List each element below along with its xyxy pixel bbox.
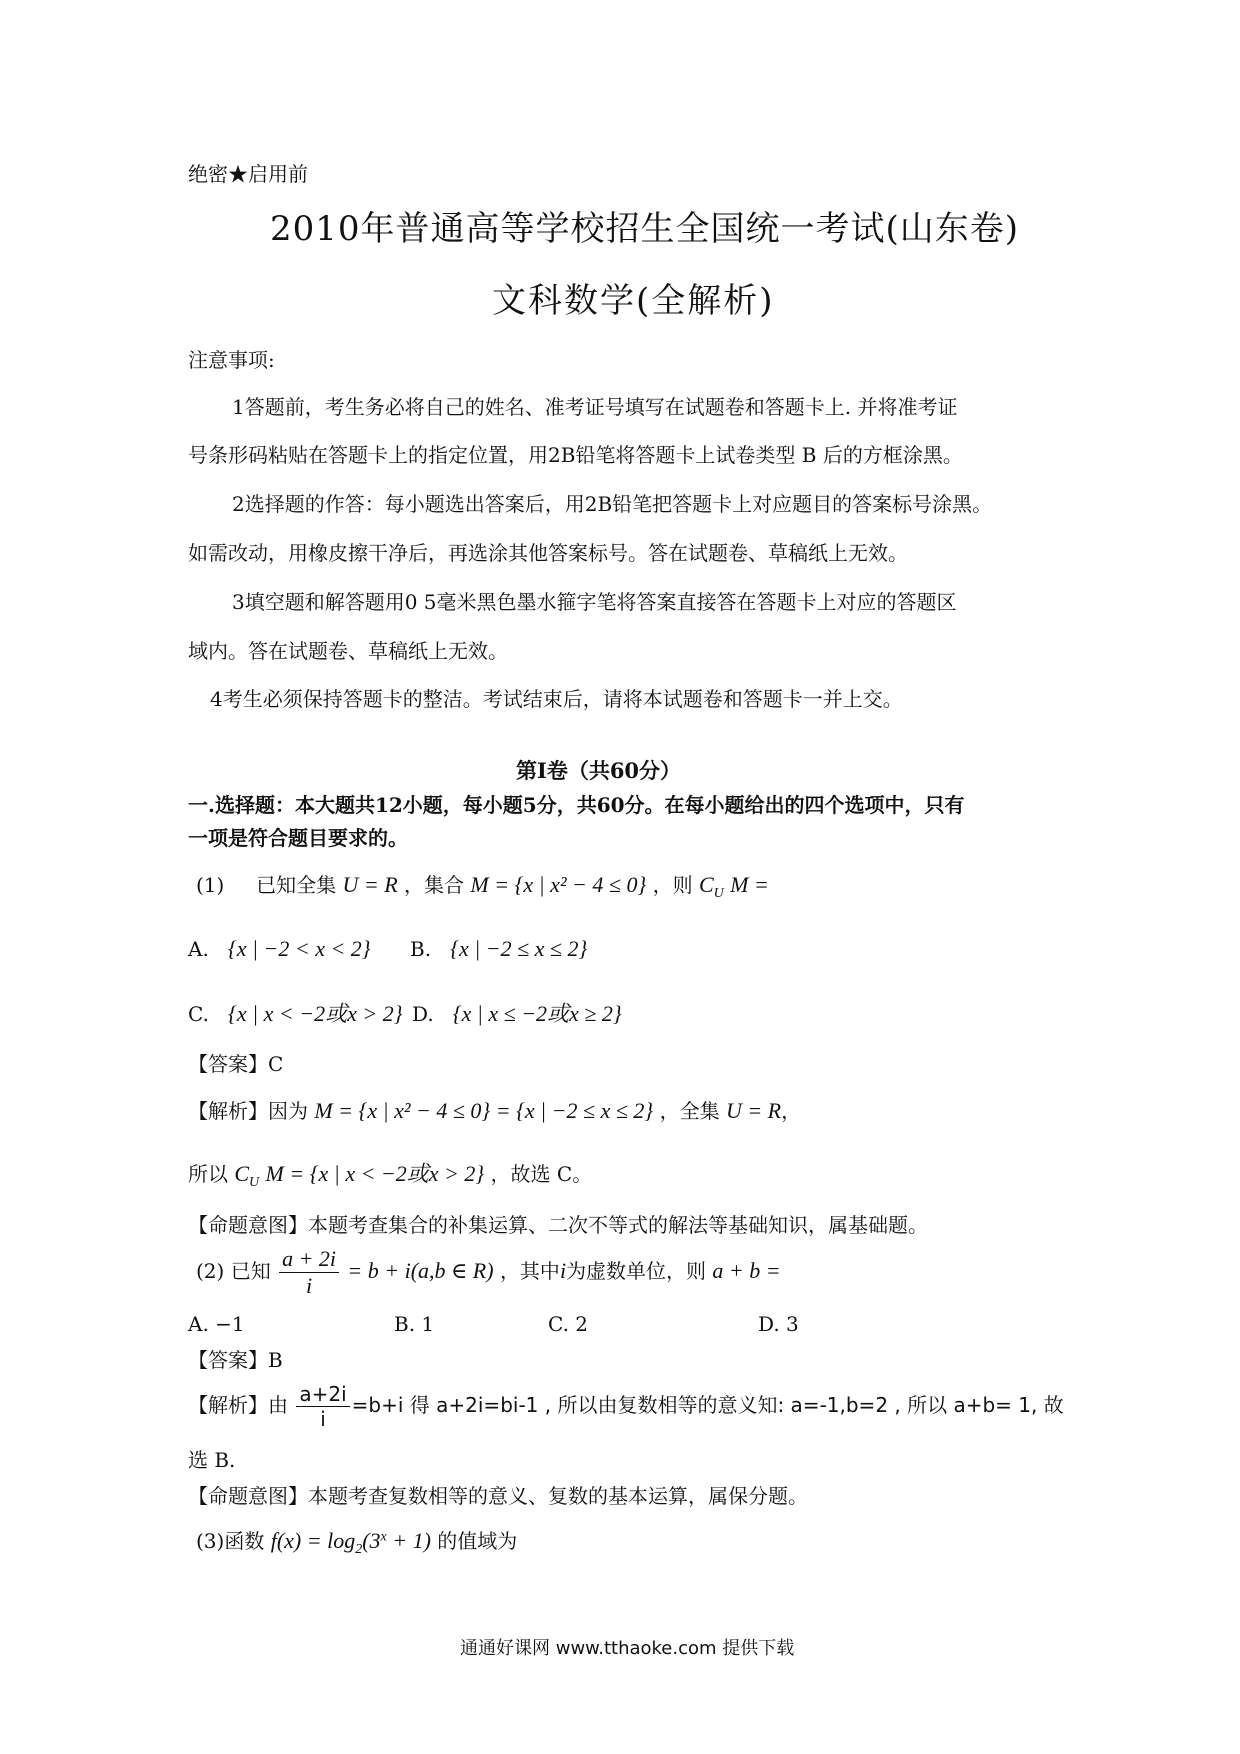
q1-text-2: ，集合 (404, 873, 465, 897)
q2-equation: = b + i(a,b ∈ R) (347, 1258, 494, 1283)
q1-option-c-math: {x | x < −2或x > 2} (228, 1001, 403, 1026)
q3-number: (3) (196, 1529, 225, 1553)
q1-option-a-math: {x | −2 < x < 2} (227, 936, 371, 961)
section-title: 第I卷（共60分） (516, 758, 682, 783)
q2-answer-value: B (268, 1348, 283, 1372)
q1-option-c (188, 1003, 403, 1025)
q1-analysis-end-1: ， (781, 1099, 802, 1123)
q1-set-m: M = {x | x² − 4 ≤ 0} (470, 872, 647, 897)
q2-fraction-denominator: i (305, 1273, 313, 1298)
q2-option-d: D. 3 (758, 1312, 799, 1336)
q1-complement-m: M = (730, 872, 769, 897)
q2-answer-label: 【答案】 (188, 1348, 268, 1372)
section-intro-line-1: 一.选择题：本大题共12小题，每小题5分，共60分。在每小题给出的四个选项中，只有 (188, 793, 965, 817)
section-intro-line-2: 一项是符合题目要求的。 (188, 826, 408, 850)
q2-analysis-line-2: 选 B. (188, 1448, 236, 1472)
q1-analysis-math-1: M = {x | x² − 4 ≤ 0} = {x | −2 ≤ x ≤ 2} (314, 1098, 654, 1123)
q1-intent-text: 本题考查集合的补集运算、二次不等式的解法等基础知识，属基础题。 (308, 1213, 928, 1237)
q3-function-end: + 1) (386, 1528, 431, 1553)
q1-analysis-line-2 (188, 1163, 592, 1190)
footer-text: 通通好课网 www.tthaoke.com 提供下载 (460, 1638, 795, 1659)
q1-option-d-label: D. (412, 1002, 434, 1026)
q1-complement-sub: U (713, 886, 724, 901)
q2-analysis-text-2: =b+i 得 a+2i=bi-1 , 所以由复数相等的意义知: a=-1,b=2 , 所以 a+b= 1, 故 (351, 1393, 1064, 1417)
note-2-line-1: 2选择题的作答：每小题选出答案后，用2B铅笔把答题卡上对应题目的答案标号涂黑。 (232, 492, 993, 516)
q1-number: (1) (196, 873, 225, 897)
q1-analysis-sub: U (249, 1175, 260, 1190)
note-4: 4考生必须保持答题卡的整洁。考试结束后，请将本试题卷和答题卡一并上交。 (210, 687, 903, 711)
q2-fraction (279, 1248, 339, 1297)
q1-answer-value: C (268, 1052, 284, 1076)
q2-text-2: ，其中 (499, 1259, 560, 1283)
q1-analysis-label: 【解析】 (188, 1099, 268, 1123)
q1-stem (196, 874, 769, 901)
q1-intent-label: 【命题意图】 (188, 1213, 308, 1237)
q1-complement-c: C (698, 872, 714, 897)
q2-intent-text: 本题考查复数相等的意义、复数的基本运算，属保分题。 (308, 1484, 808, 1508)
note-2-line-2: 如需改动，用橡皮擦干净后，再选涂其他答案标号。答在试题卷、草稿纸上无效。 (188, 541, 908, 565)
q2-fraction-numerator: a + 2i (279, 1248, 339, 1273)
q2-analysis-fraction-numerator: a+2i (296, 1384, 349, 1407)
q2-analysis-label: 【解析】 (188, 1393, 268, 1417)
q1-option-b-math: {x | −2 ≤ x ≤ 2} (450, 936, 588, 961)
q2-i-symbol: i (559, 1258, 567, 1283)
q1-analysis-math-4: M = {x | x < −2或x > 2} (265, 1161, 485, 1186)
q3-stem (196, 1530, 517, 1557)
q1-option-b (410, 938, 587, 960)
q1-analysis-end-2: ，故选 C。 (490, 1162, 593, 1186)
q1-option-a (188, 938, 371, 960)
q2-option-a: A. −1 (188, 1312, 245, 1336)
q1-text-1: 已知全集 (256, 873, 337, 897)
q2-intent-label: 【命题意图】 (188, 1484, 308, 1508)
q1-intent (188, 1215, 928, 1235)
q1-option-b-label: B. (410, 937, 432, 961)
q2-number: (2) (196, 1259, 225, 1283)
q1-answer-label: 【答案】 (188, 1052, 268, 1076)
q3-function: f(x) = log (270, 1528, 356, 1553)
q2-analysis-text-1: 由 (268, 1393, 288, 1417)
confidential-mark: 绝密★启用前 (188, 162, 308, 186)
q1-analysis-text-3: 所以 (188, 1162, 228, 1186)
q3-log-base: 2 (355, 1542, 363, 1557)
notes-heading: 注意事项: (188, 348, 275, 372)
q2-analysis-line-1 (188, 1384, 1064, 1429)
q2-ask: a + b = (712, 1258, 781, 1283)
q3-function-arg: (3 (362, 1528, 381, 1553)
q1-option-a-label: A. (188, 937, 209, 961)
q3-text-2: 的值域为 (437, 1529, 518, 1553)
q1-universal-set: U = R (342, 872, 398, 897)
q2-analysis-fraction (296, 1384, 349, 1429)
exam-title: 2010年普通高等学校招生全国统一考试(山东卷) (270, 209, 1020, 249)
q2-answer (188, 1350, 283, 1370)
q2-option-b: B. 1 (394, 1312, 435, 1336)
q1-analysis-text-1: 因为 (268, 1099, 308, 1123)
q1-answer (188, 1054, 283, 1074)
q1-analysis-line-1 (188, 1100, 801, 1122)
q2-stem (196, 1248, 781, 1297)
q1-analysis-math-3: C (234, 1161, 250, 1186)
exam-subtitle: 文科数学(全解析) (492, 281, 775, 321)
note-1-line-2: 号条形码粘贴在答题卡上的指定位置，用2B铅笔将答题卡上试卷类型 B 后的方框涂黑。 (188, 443, 963, 467)
q3-text-1: 函数 (224, 1529, 265, 1553)
q1-analysis-math-2: U = R (725, 1098, 782, 1123)
q2-intent (188, 1486, 808, 1506)
q2-text-1: 已知 (230, 1259, 271, 1283)
note-3-line-1: 3填空题和解答题用0 5毫米黑色墨水箍字笔将答案直接答在答题卡上对应的答题区 (232, 590, 957, 614)
note-3-line-2: 域内。答在试题卷、草稿纸上无效。 (188, 639, 508, 663)
q2-analysis-fraction-denominator: i (320, 1407, 326, 1431)
q1-text-3: ，则 (652, 873, 693, 897)
q1-option-c-label: C. (188, 1002, 209, 1026)
q2-text-3: 为虚数单位，则 (566, 1259, 707, 1283)
q2-option-c: C. 2 (548, 1312, 589, 1336)
q3-exponent: x (380, 1529, 387, 1545)
q1-option-d-math: {x | x ≤ −2或x ≥ 2} (452, 1001, 622, 1026)
q1-option-d (412, 1003, 622, 1025)
note-1-line-1: 1答题前，考生务必将自己的姓名、准考证号填写在试题卷和答题卡上. 并将准考证 (232, 395, 958, 419)
q1-analysis-text-2: ，全集 (659, 1099, 720, 1123)
